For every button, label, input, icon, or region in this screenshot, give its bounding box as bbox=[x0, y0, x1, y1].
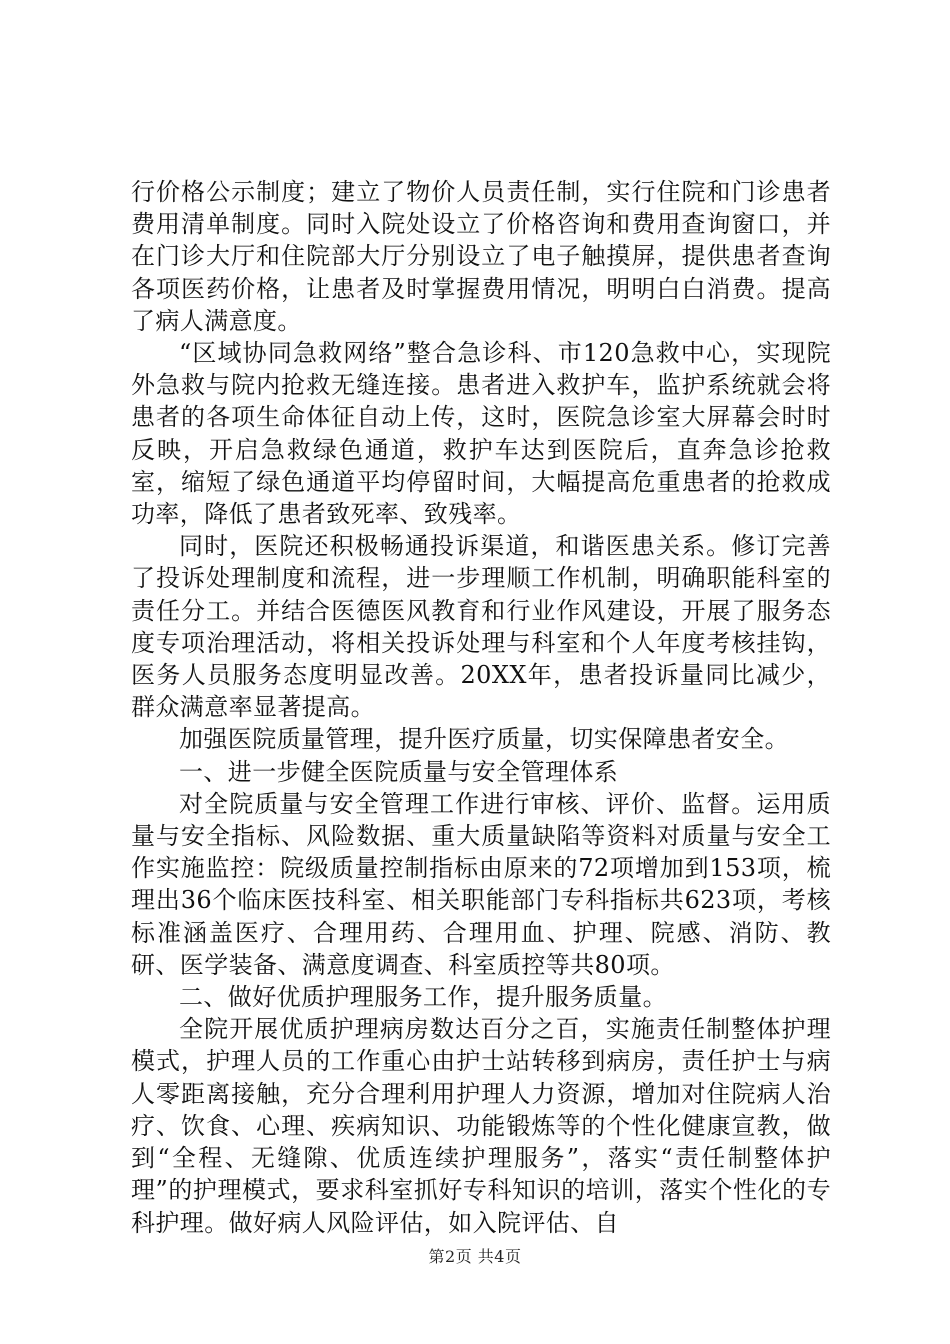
paragraph-complaint-channels: 同时，医院还积极畅通投诉渠道，和谐医患关系。修订完善了投诉处理制度和流程，进一步理顺工作机制，明确职能科室的责任分工。并结合医德医风教育和行业作风建设，开展了服务态度专项治理活动，将相关投诉处理与科室和个人年度考核挂钩，医务人员服务态度明显改善。20XX年，患者投诉量同比减少，群众满意率显著提高。 bbox=[131, 532, 831, 722]
paragraph-nursing-service: 全院开展优质护理病房数达百分之百，实施责任制整体护理模式，护理人员的工作重心由护士站转移到病房，责任护士与病人零距离接触，充分合理利用护理人力资源，增加对住院病人治疗、饮食、心理、疾病知识、功能锻炼等的个性化健康宣教，做到“全程、无缝隙、优质连续护理服务”，落实“责任制整体护理”的护理模式，要求科室抓好专科知识的培训，落实个性化的专科护理。做好病人风险评估，如入院评估、自 bbox=[131, 1015, 831, 1237]
paragraph-emergency-network: “区域协同急救网络”整合急诊科、市120急救中心，实现院外急救与院内抢救无缝连接。患者进入救护车，监护系统就会将患者的各项生命体征自动上传，这时，医院急诊室大屏幕会时时反映，开启急救绿色通道，救护车达到医院后，直奔急诊抢救室，缩短了绿色通道平均停留时间，大幅提高危重患者的抢救成功率，降低了患者致死率、致残率。 bbox=[131, 339, 831, 529]
paragraph-quality-indicators: 对全院质量与安全管理工作进行审核、评价、监督。运用质量与安全指标、风险数据、重大质量缺陷等资料对质量与安全工作实施监控：院级质量控制指标由原来的72项增加到153项，梳理出36个临床医技科室、相关职能部门专科指标共623项，考核标准涵盖医疗、合理用药、合理用血、护理、院感、消防、教研、医学装备、满意度调查、科室质控等共80项。 bbox=[131, 789, 831, 979]
document-body bbox=[131, 176, 831, 1239]
section-heading-1: 一、进一步健全医院质量与安全管理体系 bbox=[179, 757, 619, 786]
page-number-footer: 第2页 共4页 bbox=[428, 1247, 522, 1266]
paragraph-price-disclosure: 行价格公示制度；建立了物价人员责任制，实行住院和门诊患者费用清单制度。同时入院处设立了价格咨询和费用查询窗口，并在门诊大厅和住院部大厅分别设立了电子触摸屏，提供患者查询各项医药价格，让患者及时掌握费用情况，明明白白消费。提高了病人满意度。 bbox=[131, 178, 831, 335]
paragraph-quality-management: 加强医院质量管理，提升医疗质量，切实保障患者安全。 bbox=[179, 725, 789, 754]
section-heading-2: 二、做好优质护理服务工作，提升服务质量。 bbox=[179, 983, 667, 1012]
